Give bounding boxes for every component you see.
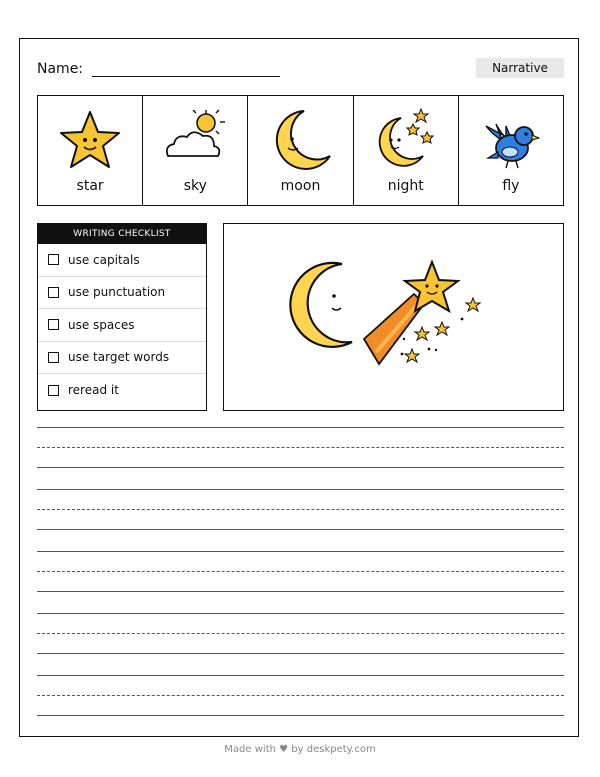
checklist-item-label: use target words bbox=[68, 350, 170, 365]
star-icon bbox=[55, 106, 125, 176]
checklist-item[interactable] bbox=[38, 342, 206, 375]
checkbox[interactable] bbox=[48, 319, 59, 330]
checklist-item-label: use punctuation bbox=[68, 285, 166, 300]
moon-stars-icon bbox=[371, 106, 441, 176]
writing-checklist bbox=[37, 223, 207, 411]
sun-cloud-icon bbox=[160, 106, 230, 176]
checkbox[interactable] bbox=[48, 287, 59, 298]
checklist-item-label: reread it bbox=[68, 383, 119, 398]
heart-icon: ♥ bbox=[279, 744, 289, 755]
word-card-fly bbox=[459, 96, 563, 205]
worksheet bbox=[19, 38, 579, 737]
word-label: star bbox=[76, 178, 104, 194]
footer bbox=[0, 744, 600, 755]
checklist-title: WRITING CHECKLIST bbox=[38, 224, 206, 244]
footer-suffix: by deskpety.com bbox=[291, 744, 376, 755]
checklist-item[interactable] bbox=[38, 244, 206, 277]
word-label: night bbox=[387, 178, 424, 194]
genre-badge: Narrative bbox=[476, 58, 564, 78]
word-card-moon bbox=[248, 96, 353, 205]
checklist-item[interactable] bbox=[38, 374, 206, 407]
writing-lines[interactable] bbox=[37, 427, 564, 716]
checkbox[interactable] bbox=[48, 352, 59, 363]
word-card-star bbox=[38, 96, 143, 205]
name-field[interactable] bbox=[92, 76, 280, 77]
picture-panel bbox=[223, 223, 564, 411]
word-card-night bbox=[354, 96, 459, 205]
word-label: sky bbox=[183, 178, 207, 194]
footer-prefix: Made with bbox=[224, 744, 276, 755]
moon-icon bbox=[266, 106, 336, 176]
bird-icon bbox=[476, 106, 546, 176]
checklist-item[interactable] bbox=[38, 309, 206, 342]
moon-shooting-star-illustration bbox=[224, 224, 562, 409]
word-label: moon bbox=[280, 178, 321, 194]
word-card-sky bbox=[143, 96, 248, 205]
word-label: fly bbox=[502, 178, 520, 194]
checkbox[interactable] bbox=[48, 254, 59, 265]
checklist-item[interactable] bbox=[38, 277, 206, 310]
checklist-item-label: use capitals bbox=[68, 252, 140, 267]
vocabulary-row bbox=[37, 95, 564, 206]
checkbox[interactable] bbox=[48, 385, 59, 396]
checklist-item-label: use spaces bbox=[68, 317, 135, 332]
name-label: Name: bbox=[37, 61, 84, 77]
